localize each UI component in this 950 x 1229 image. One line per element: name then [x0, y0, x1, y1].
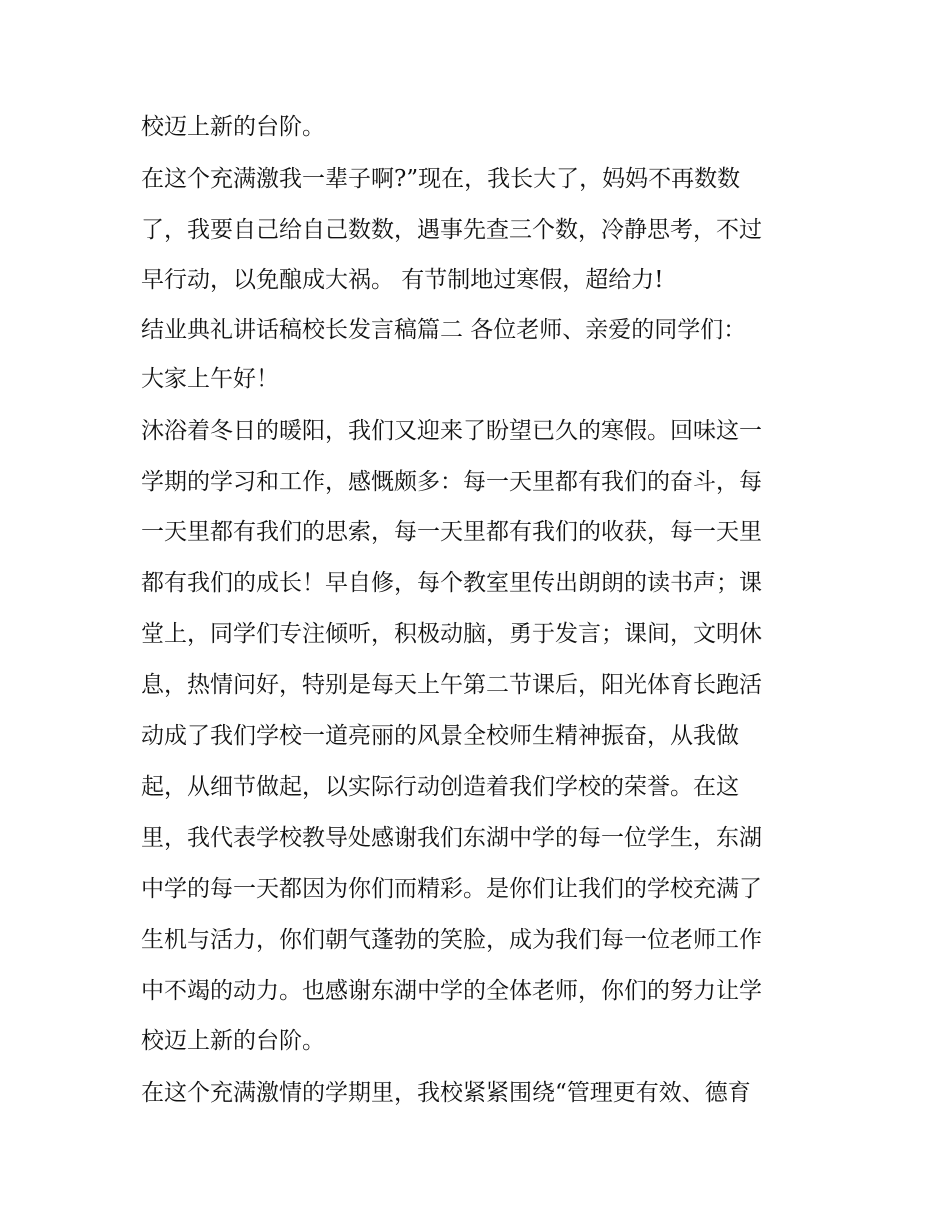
text-line: 动成了我们学校一道亮丽的风景全校师生精神振奋，从我做 — [141, 723, 739, 749]
text-line: 里，我代表学校教导处感谢我们东湖中学的每一位学生，东湖 — [141, 825, 762, 851]
text-line: 都有我们的成长！早自修，每个教室里传出朗朗的读书声；课 — [141, 570, 762, 596]
text-line: 中不竭的动力。也感谢东湖中学的全体老师，你们的努力让学 — [141, 978, 762, 1004]
text-line: 大家上午好！ — [141, 366, 279, 392]
text-line: 在这个充满激我一辈子啊?”现在，我长大了，妈妈不再数数 — [141, 166, 741, 192]
text-line: 沐浴着冬日的暖阳，我们又迎来了盼望已久的寒假。回味这一 — [141, 418, 762, 444]
text-line: 结业典礼讲话稿校长发言稿篇二 各位老师、亲爱的同学们： — [141, 317, 747, 343]
text-line: 早行动，以免酿成大祸。 有节制地过寒假，超给力! — [141, 267, 664, 293]
text-line: 学期的学习和工作，感慨颇多：每一天里都有我们的奋斗，每 — [141, 469, 762, 495]
text-line: 校迈上新的台阶。 — [141, 114, 325, 140]
text-line: 校迈上新的台阶。 — [141, 1028, 325, 1054]
text-line: 中学的每一天都因为你们而精彩。是你们让我们的学校充满了 — [141, 876, 762, 902]
text-line: 在这个充满激情的学期里，我校紧紧围绕“管理更有效、德育 — [141, 1080, 751, 1106]
text-line: 堂上，同学们专注倾听，积极动脑，勇于发言；课间，文明休 — [141, 621, 762, 647]
text-line: 了，我要自己给自己数数，遇事先查三个数，冷静思考，不过 — [141, 217, 762, 243]
text-line: 起，从细节做起，以实际行动创造着我们学校的荣誉。在这 — [141, 774, 739, 800]
text-line: 生机与活力，你们朝气蓬勃的笑脸，成为我们每一位老师工作 — [141, 927, 762, 953]
text-line: 息，热情问好，特别是每天上午第二节课后，阳光体育长跑活 — [141, 672, 762, 698]
text-line: 一天里都有我们的思索，每一天里都有我们的收获，每一天里 — [141, 519, 762, 545]
